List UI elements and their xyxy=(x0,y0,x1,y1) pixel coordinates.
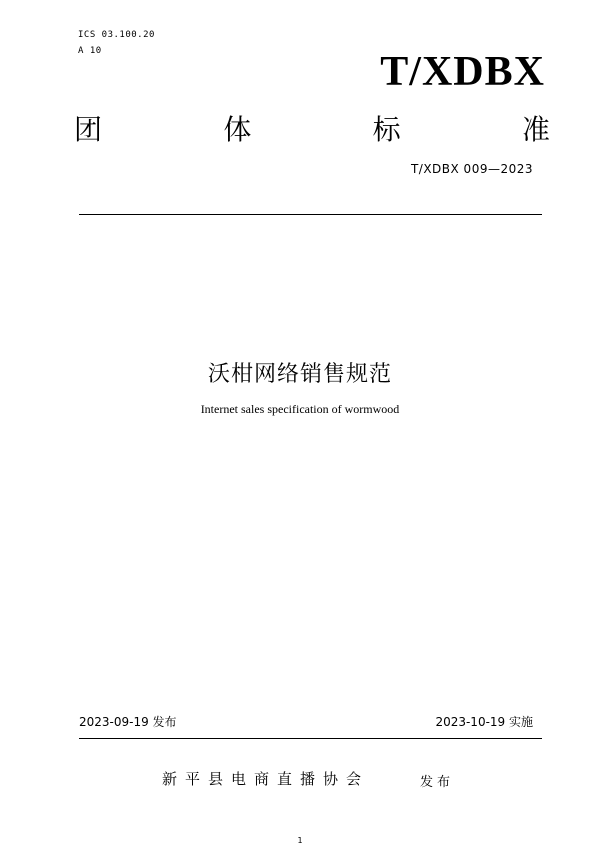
bottom-divider xyxy=(79,738,542,739)
ccs-code: A 10 xyxy=(78,46,102,56)
standard-code: T/XDBX 009—2023 xyxy=(410,162,533,176)
standard-type-heading xyxy=(74,108,550,148)
issue-date: 2023-09-19 发布 xyxy=(79,715,177,729)
publish-label: 发布 xyxy=(420,775,455,790)
document-title-english: Internet sales specification of wormwood xyxy=(200,402,400,416)
standard-type-char: 体 xyxy=(223,113,252,146)
implementation-date: 2023-10-19 实施 xyxy=(435,715,533,729)
publisher-name: 新平县电商直播协会 xyxy=(162,770,370,788)
standard-type-char: 团 xyxy=(74,113,103,146)
standard-brand-logo: T/XDBX xyxy=(380,49,545,95)
standard-type-char: 标 xyxy=(372,113,401,146)
standard-type-char: 准 xyxy=(521,113,550,146)
page-number: 1 xyxy=(297,836,303,845)
document-title-chinese: 沃柑网络销售规范 xyxy=(207,362,392,387)
top-divider xyxy=(79,214,542,215)
ics-code: ICS 03.100.20 xyxy=(78,30,155,40)
